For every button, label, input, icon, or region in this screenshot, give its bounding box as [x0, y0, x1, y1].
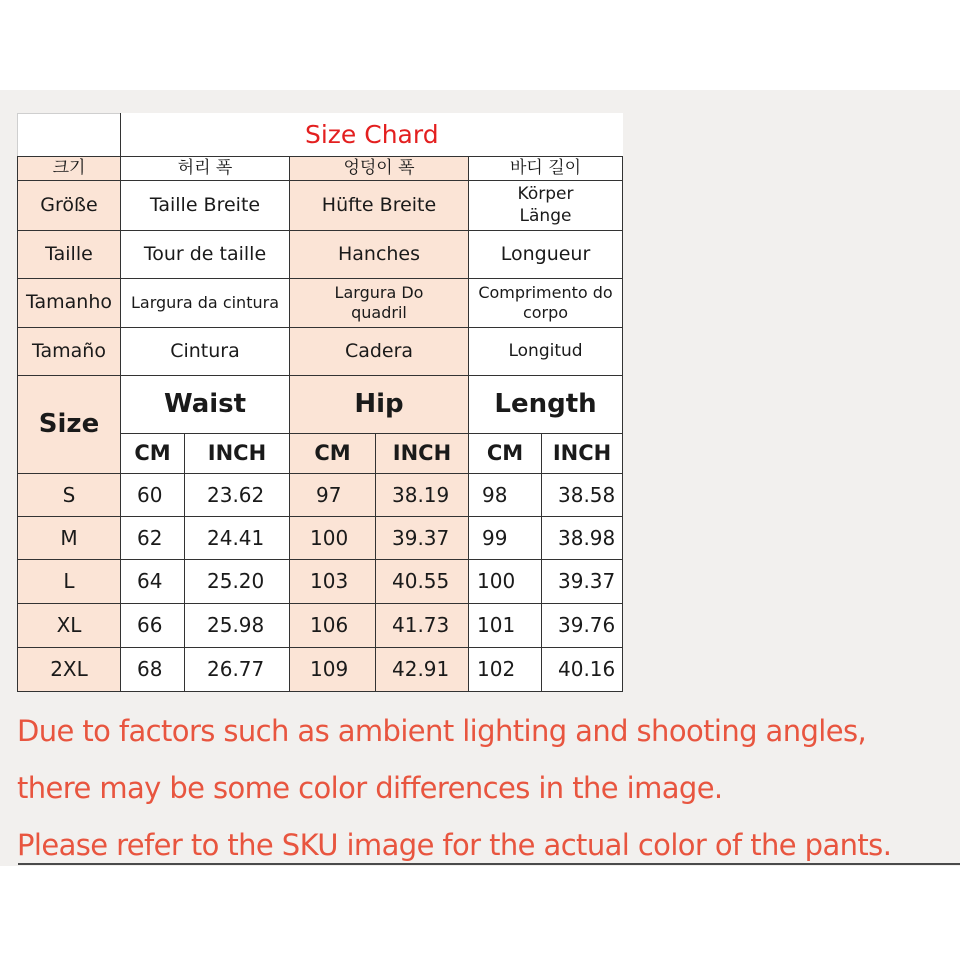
chart-title: Size Chard — [121, 114, 623, 157]
waist-cm-cell: 68 — [121, 648, 185, 692]
hip-group-header: Hip — [290, 376, 469, 434]
length-inch-cell: 38.98 — [542, 517, 623, 560]
label-size-french: Taille — [18, 231, 121, 279]
german-row — [18, 181, 623, 231]
hip-inch-cell: 40.55 — [376, 560, 469, 604]
color-disclaimer — [17, 706, 957, 877]
length-group-header: Length — [469, 376, 623, 434]
portuguese-row — [18, 279, 623, 328]
hip-cm-cell: 103 — [290, 560, 376, 604]
label-size-german: Größe — [18, 181, 121, 231]
size-cell: 2XL — [18, 648, 121, 692]
length-inch-cell: 38.58 — [542, 474, 623, 517]
hip-inch-cell: 39.37 — [376, 517, 469, 560]
hip-inch-cell: 42.91 — [376, 648, 469, 692]
group-header-row — [18, 376, 623, 434]
waist-inch-cell: 23.62 — [185, 474, 290, 517]
label-waist-portuguese: Largura da cintura — [121, 279, 290, 328]
waist-inch-header: INCH — [185, 434, 290, 474]
label-length-korean: 바디 길이 — [469, 157, 623, 181]
hip-inch-header: INCH — [376, 434, 469, 474]
label-hip-korean: 엉덩이 폭 — [290, 157, 469, 181]
length-inch-cell: 40.16 — [542, 648, 623, 692]
length-inch-cell: 39.37 — [542, 560, 623, 604]
hip-cm-header: CM — [290, 434, 376, 474]
waist-inch-cell: 25.20 — [185, 560, 290, 604]
table-row — [18, 517, 623, 560]
table-row — [18, 648, 623, 692]
length-cm-cell: 102 — [469, 648, 542, 692]
hip-cm-cell: 109 — [290, 648, 376, 692]
label-length-portuguese: Comprimento do corpo — [469, 279, 623, 328]
disclaimer-line: Please refer to the SKU image for the actual color of the pants. — [17, 828, 892, 862]
length-inch-header: INCH — [542, 434, 623, 474]
hip-cm-cell: 100 — [290, 517, 376, 560]
label-waist-spanish: Cintura — [121, 328, 290, 376]
hip-cm-cell: 106 — [290, 604, 376, 648]
label-waist-german: Taille Breite — [121, 181, 290, 231]
table-row — [18, 474, 623, 517]
waist-cm-cell: 66 — [121, 604, 185, 648]
label-hip-french: Hanches — [290, 231, 469, 279]
size-cell: M — [18, 517, 121, 560]
label-length-french: Longueur — [469, 231, 623, 279]
size-cell: XL — [18, 604, 121, 648]
label-length-spanish: Longitud — [469, 328, 623, 376]
label-size-korean: 크기 — [18, 157, 121, 181]
disclaimer-line: there may be some color differences in the image. — [17, 771, 723, 805]
length-cm-cell: 99 — [469, 517, 542, 560]
label-waist-french: Tour de taille — [121, 231, 290, 279]
waist-cm-cell: 62 — [121, 517, 185, 560]
table-row — [18, 560, 623, 604]
length-inch-cell: 39.76 — [542, 604, 623, 648]
label-hip-german: Hüfte Breite — [290, 181, 469, 231]
size-column-header: Size — [18, 376, 121, 474]
label-hip-spanish: Cadera — [290, 328, 469, 376]
length-cm-cell: 98 — [469, 474, 542, 517]
waist-cm-cell: 60 — [121, 474, 185, 517]
length-cm-header: CM — [469, 434, 542, 474]
waist-cm-header: CM — [121, 434, 185, 474]
waist-inch-cell: 24.41 — [185, 517, 290, 560]
hip-inch-cell: 41.73 — [376, 604, 469, 648]
size-cell: L — [18, 560, 121, 604]
waist-cm-cell: 64 — [121, 560, 185, 604]
size-chart-table — [17, 113, 623, 692]
hip-cm-cell: 97 — [290, 474, 376, 517]
length-cm-cell: 101 — [469, 604, 542, 648]
hip-inch-cell: 38.19 — [376, 474, 469, 517]
waist-inch-cell: 25.98 — [185, 604, 290, 648]
length-cm-cell: 100 — [469, 560, 542, 604]
title-corner-cell — [18, 114, 121, 157]
disclaimer-line: Due to factors such as ambient lighting and shooting angles, — [17, 714, 867, 748]
label-hip-portuguese: Largura Do quadril — [290, 279, 469, 328]
label-size-portuguese: Tamanho — [18, 279, 121, 328]
spanish-row — [18, 328, 623, 376]
table-row — [18, 604, 623, 648]
size-cell: S — [18, 474, 121, 517]
label-length-german: Körper Länge — [469, 181, 623, 231]
label-waist-korean: 허리 폭 — [121, 157, 290, 181]
waist-inch-cell: 26.77 — [185, 648, 290, 692]
title-row — [18, 114, 623, 157]
french-row — [18, 231, 623, 279]
korean-row — [18, 157, 623, 181]
label-size-spanish: Tamaño — [18, 328, 121, 376]
waist-group-header: Waist — [121, 376, 290, 434]
divider — [18, 863, 960, 865]
